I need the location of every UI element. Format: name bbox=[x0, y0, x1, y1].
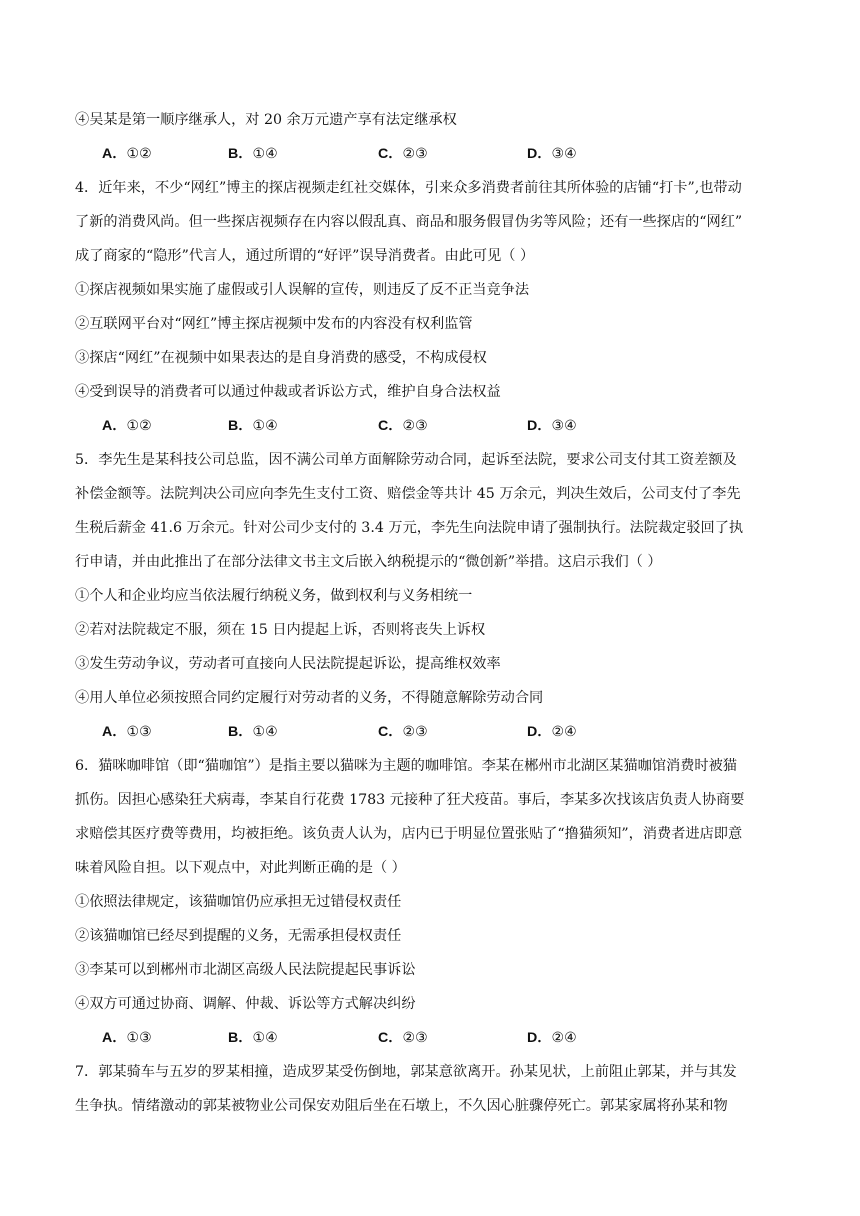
question-5-stem: 行申请，并由此推出了在部分法律文书主文后嵌入纳税提示的“微创新”举措。这启示我们（ ） bbox=[75, 554, 662, 570]
option-statement-4: ④受到误导的消费者可以通过仲裁或者诉讼方式，维护自身合法权益 bbox=[75, 384, 501, 400]
option-statement-2: ②互联网平台对“网红”博主探店视频中发布的内容没有权利监管 bbox=[75, 316, 473, 332]
option-statement-1: ①个人和企业均应当依法履行纳税义务，做到权利与义务相统一 bbox=[75, 588, 473, 604]
question-6-stem: 味着风险自担。以下观点中，对此判断正确的是（ ） bbox=[75, 860, 406, 876]
answer-options-q6 bbox=[102, 1027, 702, 1049]
answer-option-a: A．①③ bbox=[102, 1030, 152, 1046]
question-5-stem: 生税后薪金 41.6 万余元。针对公司少支付的 3.4 万元，李先生向法院申请了强制执行。法院裁定驳回了执 bbox=[75, 520, 744, 536]
option-statement-3: ③李某可以到郴州市北湖区高级人民法院提起民事诉讼 bbox=[75, 962, 416, 978]
answer-option-d: D．③④ bbox=[527, 146, 577, 162]
answer-option-d: D．③④ bbox=[527, 418, 577, 434]
question-5-stem: 5．李先生是某科技公司总监，因不满公司单方面解除劳动合同，起诉至法院，要求公司支付其工资差额及 bbox=[75, 452, 737, 468]
option-statement-2: ②该猫咖馆已经尽到提醒的义务，无需承担侵权责任 bbox=[75, 928, 402, 944]
question-7-stem: 生争执。情绪激动的郭某被物业公司保安劝阻后坐在石墩上，不久因心脏骤停死亡。郭某家属将孙某和物 bbox=[75, 1098, 728, 1114]
answer-option-b: B．①④ bbox=[228, 1030, 278, 1046]
option-statement-4: ④双方可通过协商、调解、仲裁、诉讼等方式解决纠纷 bbox=[75, 996, 416, 1012]
answer-options-q5 bbox=[102, 721, 702, 743]
answer-options-q3 bbox=[102, 143, 702, 165]
question-6-stem: 求赔偿其医疗费等费用，均被拒绝。该负责人认为，店内已于明显位置张贴了“撸猫须知”，消费者进店即意 bbox=[75, 826, 743, 842]
answer-option-d: D．②④ bbox=[527, 1030, 577, 1046]
question-6-stem: 6．猫咪咖啡馆（即“猫咖馆”）是指主要以猫咪为主题的咖啡馆。李某在郴州市北湖区某猫咖馆消费时被猫 bbox=[75, 758, 737, 774]
answer-option-a: A．①③ bbox=[102, 724, 152, 740]
answer-option-c: C．②③ bbox=[378, 418, 428, 434]
answer-options-q4 bbox=[102, 415, 702, 437]
option-statement-1: ①探店视频如果实施了虚假或引人误解的宣传，则违反了反不正当竞争法 bbox=[75, 282, 530, 298]
option-statement-1: ①依照法律规定，该猫咖馆仍应承担无过错侵权责任 bbox=[75, 894, 402, 910]
question-5-stem: 补偿金额等。法院判决公司应向李先生支付工资、赔偿金等共计 45 万余元，判决生效后，公司支付了李先 bbox=[75, 486, 741, 502]
answer-option-b: B．①④ bbox=[228, 724, 278, 740]
option-statement-2: ②若对法院裁定不服，须在 15 日内提起上诉，否则将丧失上诉权 bbox=[75, 622, 486, 638]
question-6-stem: 抓伤。因担心感染狂犬病毒，李某自行花费 1783 元接种了狂犬疫苗。事后，李某多次找该店负责人协商要 bbox=[75, 792, 745, 808]
question-4-stem: 4．近年来，不少“网红”博主的探店视频走红社交媒体，引来众多消费者前往其所体验的店铺“打卡”,也带动 bbox=[75, 180, 742, 196]
option-statement-3: ③探店“网红”在视频中如果表达的是自身消费的感受，不构成侵权 bbox=[75, 350, 487, 366]
answer-option-c: C．②③ bbox=[378, 1030, 428, 1046]
answer-option-b: B．①④ bbox=[228, 146, 278, 162]
option-statement-3: ③发生劳动争议，劳动者可直接向人民法院提起诉讼，提高维权效率 bbox=[75, 656, 501, 672]
question-7-stem: 7．郭某骑车与五岁的罗某相撞，造成罗某受伤倒地，郭某意欲离开。孙某见状，上前阻止郭某，并与其发 bbox=[75, 1064, 737, 1080]
question-4-stem: 成了商家的“隐形”代言人，通过所谓的“好评”误导消费者。由此可见（ ） bbox=[75, 248, 535, 264]
answer-option-b: B．①④ bbox=[228, 418, 278, 434]
answer-option-c: C．②③ bbox=[378, 146, 428, 162]
option-statement-4: ④吴某是第一顺序继承人，对 20 余万元遗产享有法定继承权 bbox=[75, 112, 457, 128]
answer-option-c: C．②③ bbox=[378, 724, 428, 740]
question-4-stem: 了新的消费风尚。但一些探店视频存在内容以假乱真、商品和服务假冒伪劣等风险；还有一些探店的“网红” bbox=[75, 214, 743, 230]
option-statement-4: ④用人单位必须按照合同约定履行对劳动者的义务，不得随意解除劳动合同 bbox=[75, 690, 544, 706]
answer-option-d: D．②④ bbox=[527, 724, 577, 740]
answer-option-a: A．①② bbox=[102, 146, 152, 162]
answer-option-a: A．①② bbox=[102, 418, 152, 434]
